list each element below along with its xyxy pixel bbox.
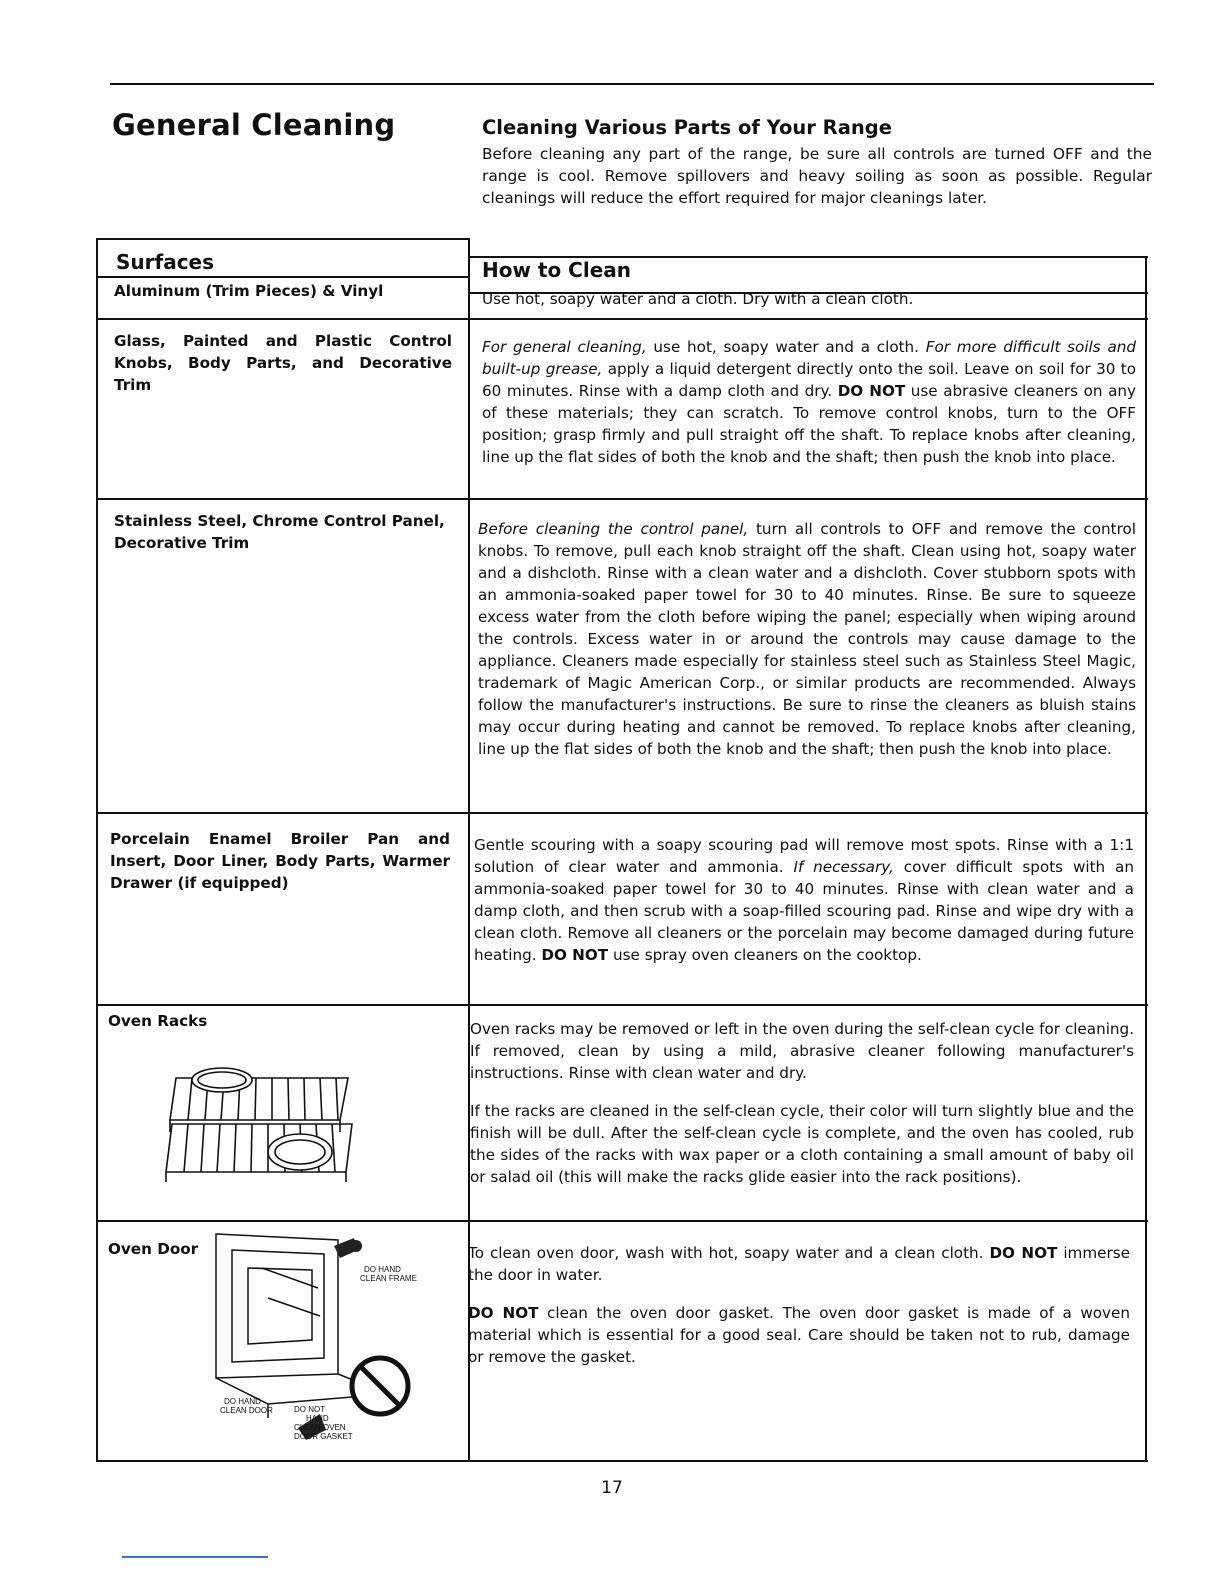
row-separator xyxy=(96,1220,1148,1222)
howto-porcelain-enamel: Gentle scouring with a soapy scouring pad will remove most spots. Rinse with a 1:1 solution of clear water and ammonia. If necessary, cover difficult spots with an ammonia-soaked paper towel for 30 to 40 minutes. Rinse with clean water and a damp cloth, and then scrub with a soap-filled scouring pad. Rinse and wipe dry with a clean cloth. Remove all cleaners or the porcelain may become damaged during future heating. DO NOT use spray oven cleaners on the cooktop. xyxy=(474,836,1134,964)
surface-oven-door: Oven Door xyxy=(108,1240,199,1258)
label-do-hand-door-1: DO HAND xyxy=(224,1397,261,1406)
page-number: 17 xyxy=(601,1478,623,1498)
row-separator xyxy=(96,812,1148,814)
surface-glass-painted-plastic: Glass, Painted and Plastic Control Knobs, Body Parts, and Decorative Trim xyxy=(114,332,452,394)
oven-door-illustration xyxy=(208,1228,436,1448)
label-do-not-4: DOOR GASKET xyxy=(294,1432,353,1441)
header-surfaces: Surfaces xyxy=(116,250,215,274)
howto-glass-painted-plastic: For general cleaning, use hot, soapy water and a cloth. For more difficult soils and built-up grease, apply a liquid detergent directly onto the soil. Leave on soil for 30 to 60 minutes. Rinse with a damp cloth and dry. DO NOT use abrasive cleaners on any of these materials; they can scratch. To remove control knobs, turn to the OFF position; grasp firmly and pull straight off the shaft. To replace knobs after cleaning, line up the flat sides of both the knob and the shaft; then push the knob into place. xyxy=(482,338,1137,466)
label-do-not-2: HAND xyxy=(306,1414,329,1423)
top-rule xyxy=(110,83,1154,85)
label-do-not-1: DO NOT xyxy=(294,1405,326,1414)
header-rule-left xyxy=(96,276,468,278)
howto-aluminum: Use hot, soapy water and a cloth. Dry with a clean cloth. xyxy=(482,290,914,308)
surface-aluminum: Aluminum (Trim Pieces) & Vinyl xyxy=(114,282,384,300)
intro-heading: Cleaning Various Parts of Your Range xyxy=(482,116,892,139)
howto-oven-door: To clean oven door, wash with hot, soapy water and a clean cloth. DO NOT immerse the door in water. DO NOT clean the oven door gasket. The oven door gasket is made of a woven material which is essential for a good seal. Care should be taken not to rub, damage or remove the gasket. xyxy=(468,1244,1130,1366)
table-border-top-left xyxy=(96,238,468,240)
howto-oven-racks: Oven racks may be removed or left in the oven during the self-clean cycle for cleaning. If removed, clean by using a mild, abrasive cleaner following manufacturer's instructions. Rinse with clean water and dry. If the racks are cleaned in the self-clean cycle, their color will turn slightly blue and the finish will be dull. After the self-clean cycle is complete, and the oven has cooled, rub the sides of the racks with wax paper or a cloth containing a small amount of baby oil or salad oil (this will make the racks glide easier into the rack positions). xyxy=(470,1020,1135,1186)
cleaning-table xyxy=(96,238,1148,1462)
surface-stainless-steel: Stainless Steel, Chrome Control Panel, Decorative Trim xyxy=(114,512,445,552)
intro-section xyxy=(482,116,1152,209)
oven-racks-illustration xyxy=(162,1060,362,1188)
label-do-hand-frame-2: CLEAN FRAME xyxy=(360,1274,417,1283)
page-title: General Cleaning xyxy=(112,108,396,142)
table-border-right xyxy=(1145,256,1147,1462)
label-do-not-3: CLEAN OVEN xyxy=(294,1423,346,1432)
label-do-hand-frame-1: DO HAND xyxy=(364,1265,401,1274)
howto-stainless-steel: Before cleaning the control panel, turn all controls to OFF and remove the control knobs. To remove, pull each knob straight off the shaft. Clean using hot, soapy water and a dishcloth. Rinse with a clean water and a dishcloth. Cover stubborn spots with an ammonia-soaked paper towel for 30 to 40 minutes. Rinse. Be sure to squeeze excess water from the cloth before wiping the panel; especially when wiping around the controls. Excess water in or around the controls may cause damage to the appliance. Cleaners made especially for stainless steel such as Stainless Steel Magic, trademark of Magic American Corp., or similar products are recommended. Always follow the manufacturer's instructions. Be sure to rinse the cleaners as bluish stains may occur during heating and cannot be removed. To replace knobs after cleaning, line up the flat sides of both the knob and the shaft; then push the knob into place. xyxy=(478,520,1137,758)
table-border-bottom xyxy=(96,1460,1148,1462)
row-separator xyxy=(96,318,1148,320)
header-how-to-clean: How to Clean xyxy=(482,258,632,282)
surface-porcelain-enamel: Porcelain Enamel Broiler Pan and Insert, Door Liner, Body Parts, Warmer Drawer (if equipped) xyxy=(110,830,450,892)
surface-oven-racks: Oven Racks xyxy=(108,1012,208,1030)
intro-text: Before cleaning any part of the range, be sure all controls are turned OFF and the range is cool. Remove spillovers and heavy soiling as soon as possible. Regular cleanings will reduce the effort required for major cleanings later. xyxy=(482,145,1152,207)
bottom-rule xyxy=(122,1556,268,1558)
label-do-hand-door-2: CLEAN DOOR xyxy=(220,1406,273,1415)
table-border-left xyxy=(96,238,98,1462)
row-separator xyxy=(96,498,1148,500)
row-separator xyxy=(96,1004,1148,1006)
